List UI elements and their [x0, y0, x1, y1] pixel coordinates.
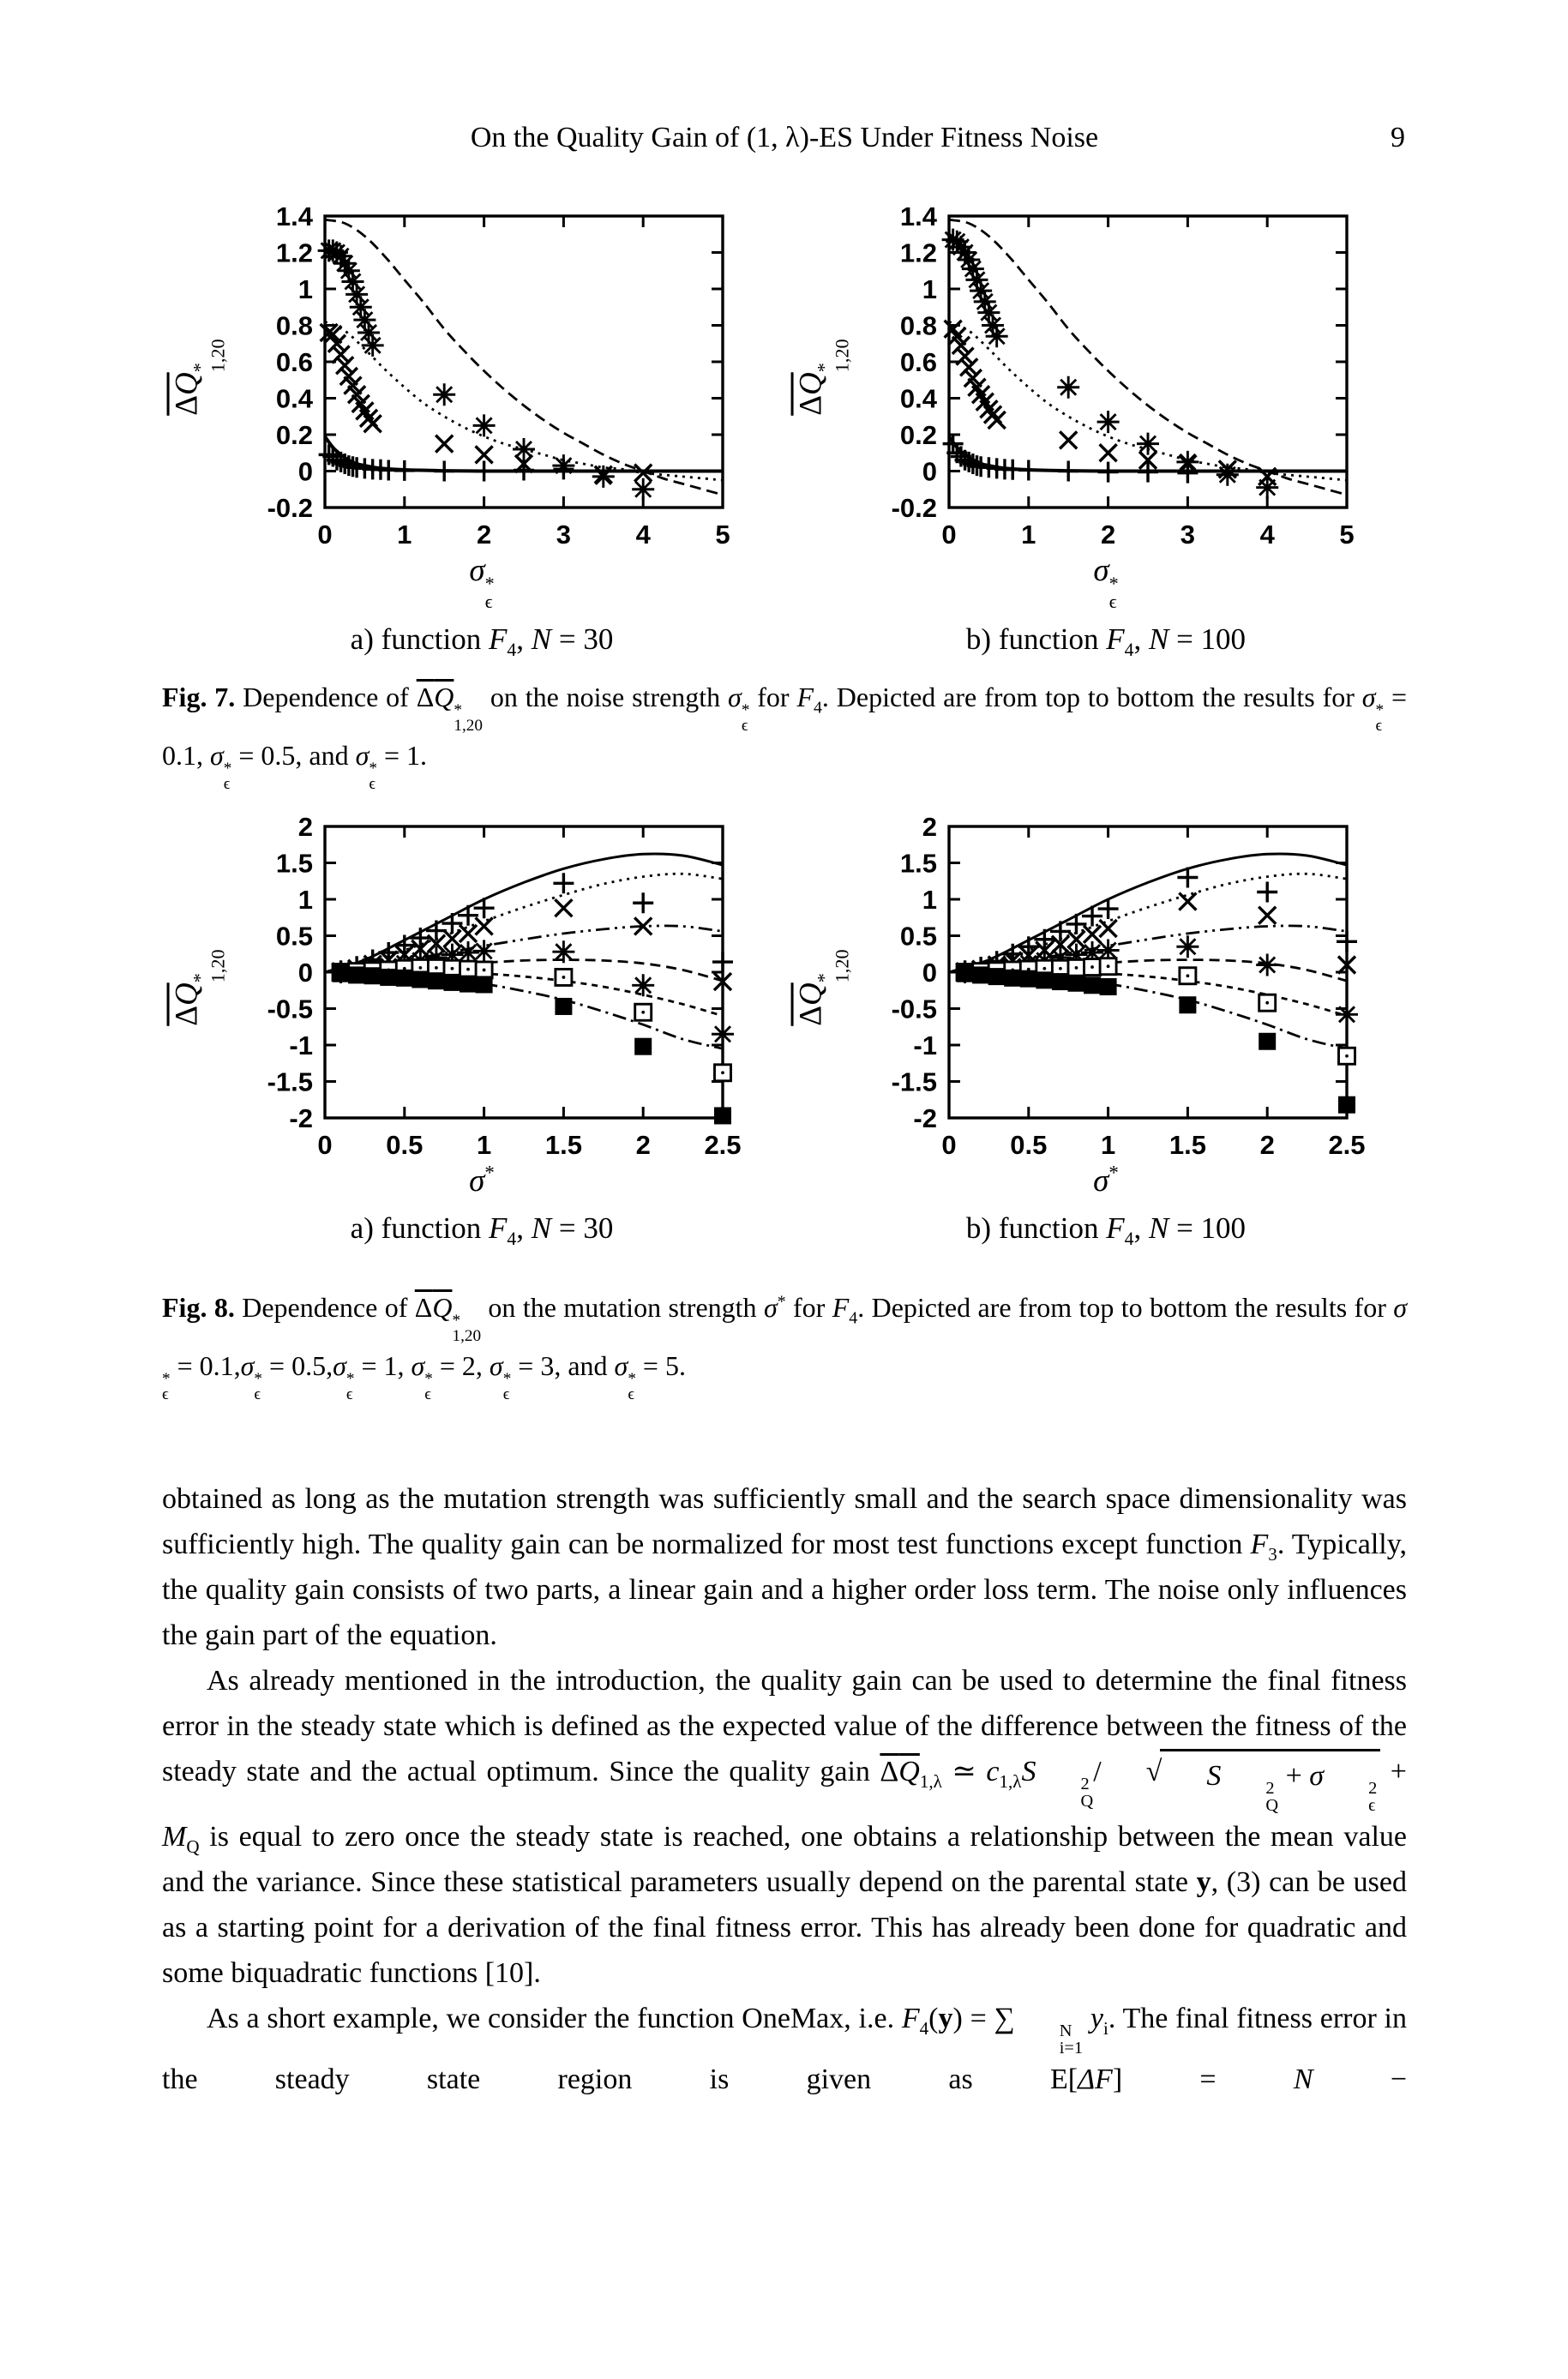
svg-text:1.5: 1.5: [544, 1130, 582, 1160]
body-paragraph: As already mentioned in the introduction, the quality gain can be used to determine the final fitness error in the steady state which is defined as the expected value of the difference between the fitness of the steady state and the actual optimum. Since the quality gain $\Delta Q_{1,\lambda}$ ≃ $c_{1,\lambda}S$ 2 Q / √ S 2 Q + σ 2 ϵ + $M_Q$ is equal to zero once the steady state is reached, one obtains a relationship between the mean value and the variance. Since these statistical parameters usually depend on the parental state y, (3) can be used as a starting point for a derivation of the final fitness error. This has already been done for quadratic and some biquadratic functions [10].: [162, 1665, 1407, 1989]
svg-text:0.6: 0.6: [275, 347, 313, 377]
svg-text:0.5: 0.5: [386, 1130, 424, 1160]
running-header: [162, 122, 1407, 161]
panel-caption: b) function $F_4$, N = 100: [965, 1211, 1247, 1249]
figure-7-panel-a: [167, 201, 735, 661]
svg-text:1: 1: [922, 274, 937, 304]
svg-text:-1: -1: [289, 1030, 313, 1060]
svg-text:4: 4: [635, 520, 651, 550]
svg-text:0: 0: [317, 520, 333, 550]
svg-text:1: 1: [297, 274, 313, 304]
svg-text:0.6: 0.6: [899, 347, 937, 377]
svg-text:3: 3: [556, 520, 572, 550]
svg-text:0.5: 0.5: [1010, 1130, 1048, 1160]
svg-text:1.5: 1.5: [275, 848, 313, 879]
fig8b-chart: [853, 812, 1366, 1160]
svg-text:2: 2: [922, 812, 937, 842]
svg-text:0.5: 0.5: [899, 921, 937, 952]
body-paragraph: obtained as long as the mutation strength was sufficiently small and the search space dimensionality was sufficiently high. The quality gain can be normalized for most test functions except function $F_3$. Typically, the quality gain consists of two parts, a linear gain and a higher order loss term. The noise only influences the gain part of the equation.: [162, 1483, 1408, 1651]
panel-caption: a) function $F_4$, N = 30: [350, 622, 614, 661]
x-axis-label: σ*: [1093, 1162, 1119, 1199]
svg-text:1.2: 1.2: [275, 237, 313, 268]
svg-text:1: 1: [397, 520, 412, 550]
fig7a-chart: [229, 201, 735, 550]
svg-text:0: 0: [922, 958, 937, 988]
plot-column: [853, 201, 1359, 661]
svg-text:5: 5: [1339, 520, 1355, 550]
y-axis-label-box: [167, 206, 229, 549]
svg-text:2: 2: [476, 520, 492, 550]
figure-8-panel-a: [167, 812, 742, 1249]
svg-text:0.2: 0.2: [275, 420, 313, 450]
body-paragraph: As a short example, we consider the function OneMax, i.e. $F_4(y)$ = ∑ N i=1 $y_i$. The final fitness error in the steady state region is given as E[ΔF] = N −: [162, 2002, 1407, 2095]
svg-text:1.4: 1.4: [899, 201, 937, 231]
svg-text:1.4: 1.4: [275, 201, 313, 231]
plot-column: [853, 812, 1366, 1249]
y-axis-label-box: [791, 816, 853, 1159]
svg-text:4: 4: [1259, 520, 1275, 550]
figure-8: [162, 812, 1407, 1249]
svg-text:1: 1: [1021, 520, 1036, 550]
svg-text:0.8: 0.8: [275, 310, 313, 341]
figure-7-panel-b: [791, 201, 1359, 661]
svg-text:2: 2: [1259, 1130, 1275, 1160]
fig8a-chart: [229, 812, 742, 1160]
y-axis-label: ΔQ * 1,20: [793, 949, 854, 1026]
fig7b-chart: [853, 201, 1359, 550]
svg-text:2: 2: [297, 812, 313, 842]
svg-text:0: 0: [941, 520, 957, 550]
svg-text:2: 2: [1100, 520, 1116, 550]
svg-text:-0.2: -0.2: [891, 493, 937, 523]
svg-text:2.5: 2.5: [704, 1130, 742, 1160]
svg-text:-1.5: -1.5: [267, 1066, 313, 1097]
y-axis-label-box: [167, 816, 229, 1159]
y-axis-label-box: [791, 206, 853, 549]
body-text: [162, 1476, 1407, 2102]
svg-text:1: 1: [476, 1130, 492, 1160]
figure-8-caption: Fig. 8. Dependence of ΔQ * 1,20 on the mutation strength σ* for $F_4$. Depicted are from top to bottom the results for σ * ϵ = 0.1,σ * ϵ = 0.5,σ * ϵ = 1, σ * ϵ = 2, σ * ϵ = 3, and σ * ϵ = 5.: [162, 1292, 1408, 1403]
y-axis-label: ΔQ * 1,20: [169, 339, 230, 416]
svg-text:2.5: 2.5: [1328, 1130, 1366, 1160]
y-axis-label: ΔQ * 1,20: [793, 339, 854, 416]
svg-text:-0.2: -0.2: [267, 493, 313, 523]
svg-text:1.5: 1.5: [1168, 1130, 1206, 1160]
svg-text:0.2: 0.2: [899, 420, 937, 450]
panel-caption: a) function $F_4$, N = 30: [350, 1211, 614, 1249]
svg-text:0: 0: [297, 958, 313, 988]
figure-7-caption: Fig. 7. Dependence of ΔQ * 1,20 on the noise strength σ * ϵ for $F_4$. Depicted are from top to bottom the results for σ * ϵ = 0.1, σ * ϵ = 0.5, and σ * ϵ = 1.: [162, 682, 1408, 793]
svg-text:-0.5: -0.5: [267, 994, 313, 1024]
svg-text:1: 1: [922, 885, 937, 915]
svg-text:1.2: 1.2: [899, 237, 937, 268]
svg-text:1: 1: [297, 885, 313, 915]
svg-text:1: 1: [1100, 1130, 1116, 1160]
svg-text:0: 0: [297, 456, 313, 487]
svg-text:-1.5: -1.5: [891, 1066, 937, 1097]
panel-caption: b) function $F_4$, N = 100: [965, 622, 1247, 661]
figure-8-panel-b: [791, 812, 1366, 1249]
svg-text:0: 0: [941, 1130, 957, 1160]
figure-7: [162, 201, 1407, 661]
svg-text:0.4: 0.4: [899, 383, 937, 414]
svg-text:1.5: 1.5: [899, 848, 937, 879]
page-number: 9: [1391, 122, 1405, 153]
svg-text:-0.5: -0.5: [891, 994, 937, 1024]
plot-column: [229, 201, 735, 661]
x-axis-label: σ * ϵ: [1093, 553, 1119, 613]
svg-text:0.4: 0.4: [275, 383, 313, 414]
svg-text:0: 0: [317, 1130, 333, 1160]
svg-text:3: 3: [1180, 520, 1196, 550]
svg-text:-1: -1: [913, 1030, 937, 1060]
x-axis-label: σ * ϵ: [469, 553, 495, 613]
svg-text:0: 0: [922, 456, 937, 487]
svg-text:0.5: 0.5: [275, 921, 313, 952]
page-title: On the Quality Gain of (1, λ)-ES Under Fitness Noise: [470, 122, 1099, 153]
svg-text:5: 5: [715, 520, 730, 550]
y-axis-label: ΔQ * 1,20: [169, 949, 230, 1026]
svg-text:-2: -2: [289, 1103, 313, 1133]
svg-text:-2: -2: [913, 1103, 937, 1133]
svg-text:2: 2: [635, 1130, 651, 1160]
svg-text:0.8: 0.8: [899, 310, 937, 341]
plot-column: [229, 812, 742, 1249]
x-axis-label: σ*: [469, 1162, 495, 1199]
